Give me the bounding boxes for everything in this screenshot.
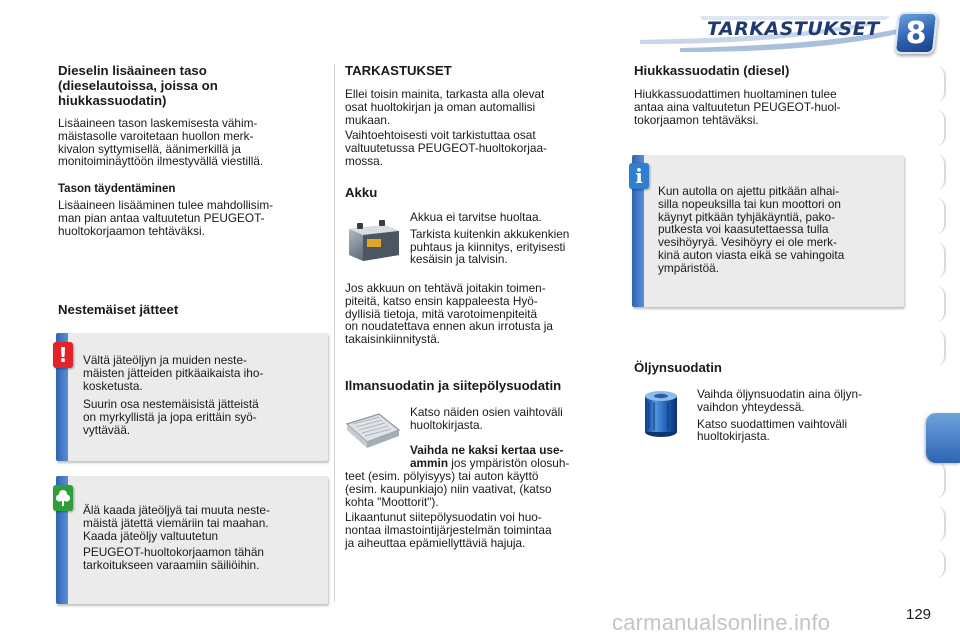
air-filter-bold-line [410, 444, 616, 470]
text-line: tarkoitukseen varaamiin säiliöihin. [83, 558, 260, 573]
air-filter-conditions [345, 470, 615, 550]
text-line: man pian antaa valtuutetun PEUGEOT- [58, 210, 265, 225]
text-line: Vältä jäteöljyn ja muiden neste- [83, 353, 247, 367]
watermark: carmanualsonline.info [612, 610, 831, 635]
chapter-tab-active[interactable] [926, 413, 960, 463]
text-line: nontaa ilmastointijärjestelmän toimintaa [345, 523, 552, 538]
text-line: Suurin osa nestemäisistä jätteistä [83, 397, 259, 412]
info-icon: i [629, 163, 649, 189]
refill-heading: Tason täydentäminen [58, 183, 176, 195]
text-line: on noudatettava ennen akun irrotusta ja [345, 319, 553, 334]
air-filter-intro [410, 406, 616, 432]
chapter-tab[interactable] [926, 198, 946, 234]
particle-filter-heading: Hiukkassuodatin (diesel) [634, 63, 790, 78]
text-line: Älä kaada jäteöljyä tai muuta neste- [83, 503, 270, 517]
diesel-additive-title [58, 63, 320, 108]
text-line: puhtaus ja kiinnitys, erityisesti [410, 239, 566, 254]
air-filter-icon [345, 408, 401, 452]
chapter-tab[interactable] [926, 110, 946, 146]
battery-precautions [345, 282, 615, 346]
text-line: antaa aina valtuutetun PEUGEOT-huol- [634, 99, 841, 114]
oil-filter-text [697, 388, 903, 443]
text-line: piteitä, katso ensin kappaleesta Hyö- [345, 293, 538, 308]
page-number: 129 [906, 606, 932, 623]
text-line: vyttävää. [83, 422, 131, 437]
warning-text [83, 354, 321, 437]
text-line: huoltokirjasta. [697, 429, 770, 444]
text-line: Hiukkassuodattimen huoltaminen tulee [634, 87, 837, 101]
tree-icon [53, 485, 73, 511]
text-line: Kun autolla on ajettu pitkään alhai- [658, 184, 840, 198]
text-line: käynyt pitkään tyhjäkäyntiä, pako- [658, 209, 836, 224]
text-line: putkesta voi kaasutettaessa tulla [658, 222, 829, 237]
text-line: mäistasolle varoitetaan huollon merk- [58, 128, 254, 143]
diesel-additive-intro [58, 117, 324, 168]
text-line: Jos akkuun on tehtävä joitakin toimen- [345, 281, 546, 295]
text-line: Katso suodattimen vaihtoväli [697, 416, 848, 431]
oil-filter-icon [640, 388, 682, 440]
text-line: monitoiminäyttöön ilmestyvällä viestillä. [58, 154, 264, 169]
warning-icon: ! [53, 342, 73, 368]
chapter-tab[interactable] [926, 506, 946, 542]
text-line: kohta "Moottorit"). [345, 494, 439, 509]
emphasis-text: Vaihda ne kaksi kertaa use- [410, 443, 564, 457]
text-line: Akkua ei tarvitse huoltaa. [410, 210, 542, 224]
text-line: Vaihtoehtoisesti voit tarkistuttaa osat [345, 128, 536, 143]
title-line: (dieselautoissa, joissa on [58, 78, 218, 93]
text-line: (esim. kaupunkiajo) niin vaativat, (katso [345, 481, 552, 496]
chapter-tab[interactable] [926, 154, 946, 190]
text-line: mukaan. [345, 112, 391, 127]
text-line: ja aiheuttaa epämiellyttäviä hajuja. [345, 535, 526, 550]
chapter-tab[interactable] [926, 242, 946, 278]
text-line: vaihdon yhteydessä. [697, 399, 805, 414]
info-text [658, 185, 898, 275]
text-line: Lisäaineen lisääminen tulee mahdollisim- [58, 198, 274, 212]
text-line: vesihöyryä. Vesihöyry ei ole merk- [658, 235, 837, 250]
battery-icon [345, 215, 401, 265]
text-line: kesäisin ja talvisin. [410, 252, 508, 267]
text-line: silla nopeuksilla tai kun moottori on [658, 196, 841, 211]
text-line: mossa. [345, 153, 384, 168]
liquid-waste-heading: Nestemäiset jätteet [58, 302, 179, 317]
battery-text [410, 211, 616, 266]
text-line: on myrkyllistä ja jopa erittäin syö- [83, 410, 257, 425]
inspection-intro [345, 88, 615, 168]
chapter-tab[interactable] [926, 66, 946, 102]
text-line: tokorjaamon tehtäväksi. [634, 112, 759, 127]
environment-text [83, 504, 323, 572]
chapter-tab[interactable] [926, 286, 946, 322]
refill-text [58, 199, 324, 237]
info-box [632, 155, 904, 307]
chapter-tabs [926, 66, 948, 578]
text-line: teet (esim. pölyisyys) tai auton käyttö [345, 469, 539, 483]
text-line: kosketusta. [83, 378, 143, 393]
text-line: PEUGEOT-huoltokorjaamon tähän [83, 545, 264, 560]
chapter-tab[interactable] [926, 462, 946, 498]
oil-filter-heading: Öljynsuodatin [634, 360, 722, 375]
chapter-number: 8 [905, 15, 927, 51]
emphasis-text: ammin [410, 455, 449, 470]
text-line: Ellei toisin mainita, tarkasta alla olevat [345, 87, 545, 101]
text-line: kinä auton viasta eikä se vahingoita [658, 247, 845, 262]
section-title: TARKASTUKSET [345, 63, 452, 78]
text-fragment: jos ympäristön olosuh- [448, 455, 570, 470]
text-line: Kaada jäteöljy valtuutetun [83, 528, 219, 543]
environment-box [56, 476, 328, 604]
warning-box [56, 333, 328, 461]
battery-heading: Akku [345, 185, 378, 200]
title-line: Dieselin lisäaineen taso [58, 63, 207, 78]
text-line: Tarkista kuitenkin akkukenkien [410, 226, 570, 241]
title-line: hiukkassuodatin) [58, 93, 167, 108]
text-line: huoltokorjaamon tehtäväksi. [58, 223, 205, 238]
text-line: dyllisiä tietoja, mitä varotoimenpiteitä [345, 306, 538, 321]
text-line: valtuutetussa PEUGEOT-huoltokorjaa- [345, 141, 547, 156]
text-line: ympäristöä. [658, 260, 719, 275]
text-line: Lisäaineen tason laskemisesta vähim- [58, 116, 258, 130]
text-line: osat huoltokirjan ja oman automallisi [345, 99, 536, 114]
text-line: mäisten jätteiden pitkäaikaista iho- [83, 365, 264, 380]
chapter-title: TARKASTUKSET [707, 18, 880, 40]
air-filter-heading: Ilmansuodatin ja siitepölysuodatin [345, 378, 562, 393]
particle-filter-text [634, 88, 902, 126]
chapter-tab[interactable] [926, 550, 946, 578]
text-line: Likaantunut siitepölysuodatin voi huo- [345, 510, 542, 525]
text-line: takaisinkiinnitystä. [345, 332, 441, 347]
text-line: Vaihda öljynsuodatin aina öljyn- [697, 387, 863, 401]
column-divider [334, 64, 335, 602]
text-line: mäistä jätettä viemäriin tai maahan. [83, 515, 269, 530]
text-line: huoltokirjasta. [410, 417, 483, 432]
chapter-tab[interactable] [926, 330, 946, 366]
text-line: Katso näiden osien vaihtoväli [410, 405, 563, 419]
text-line: kivalon syttymisellä, äänimerkillä ja [58, 141, 241, 156]
chapter-badge [894, 12, 938, 54]
